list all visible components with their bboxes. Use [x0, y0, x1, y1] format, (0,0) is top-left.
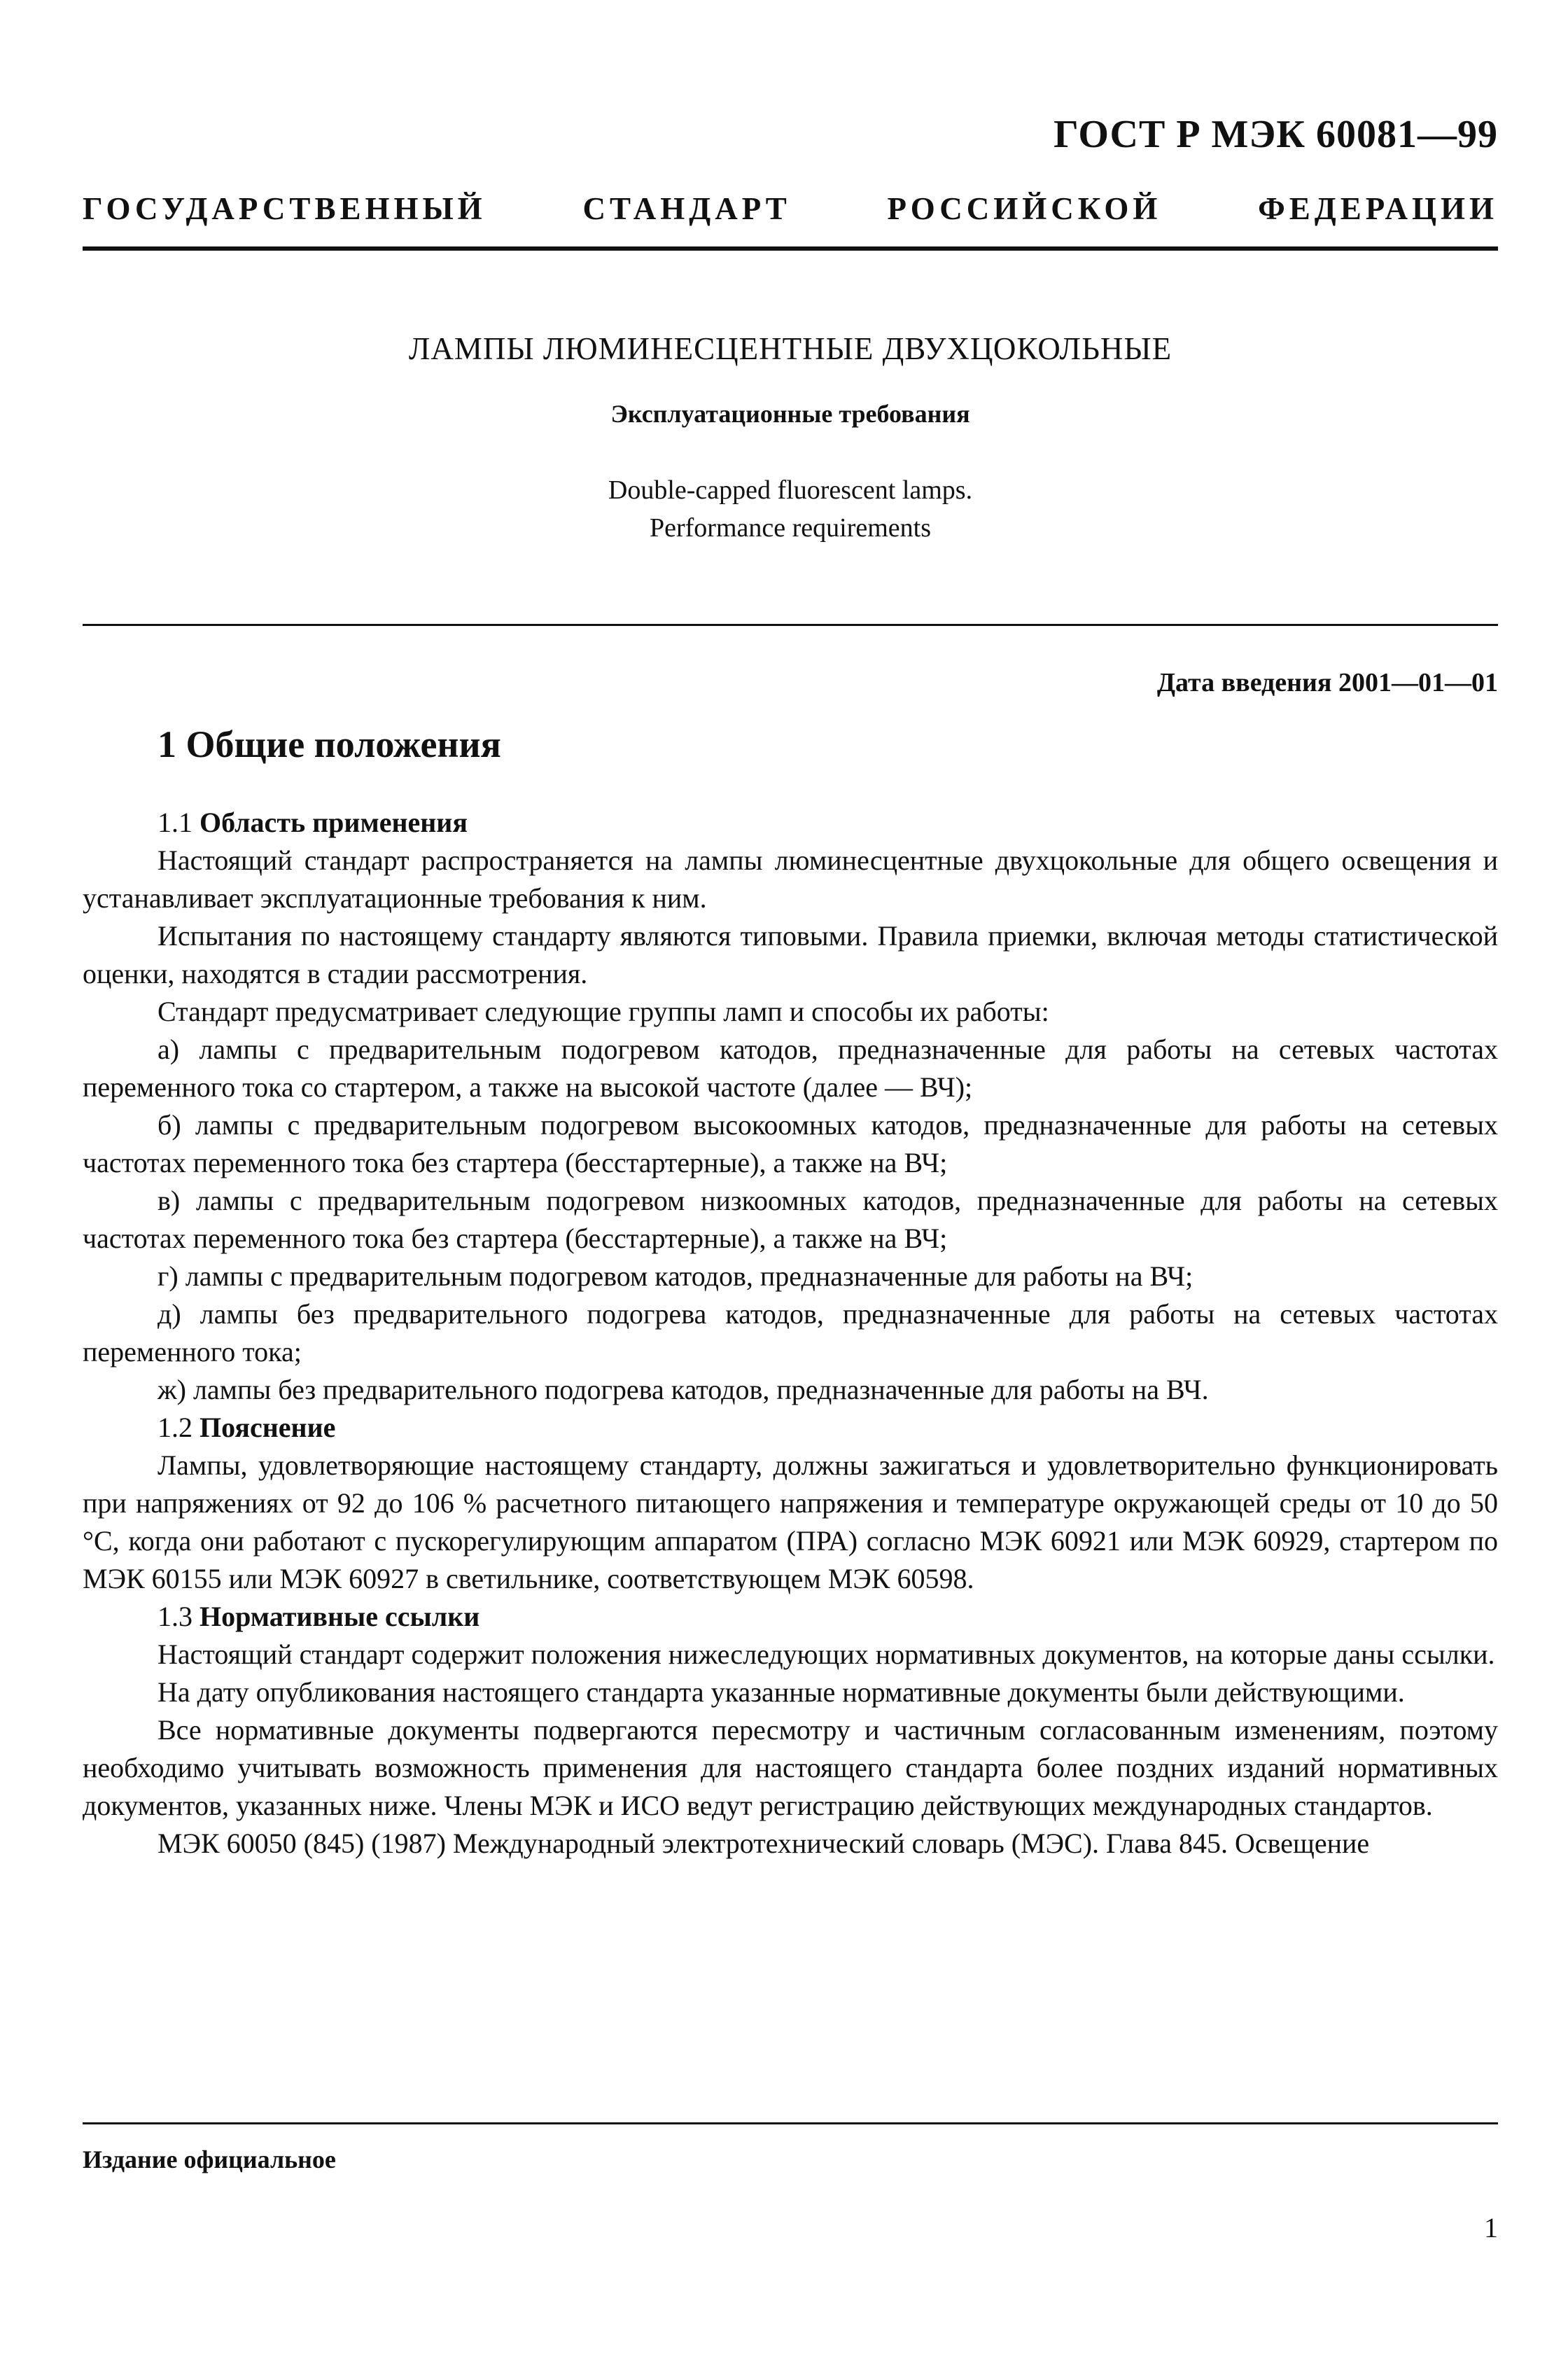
clause-heading: 1.1 Область применения — [158, 807, 468, 838]
document-code: ГОСТ Р МЭК 60081—99 — [1054, 113, 1498, 156]
clause-title: Область применения — [200, 807, 468, 838]
english-title-line-2: Performance requirements — [650, 513, 931, 543]
english-title-line-1: Double-capped fluorescent lamps. — [608, 475, 973, 505]
english-title — [83, 471, 1498, 547]
paragraph: На дату опубликования настоящего стандарта указанные нормативные документы были действующими. — [158, 1676, 1405, 1708]
document-body — [83, 804, 1498, 1863]
footer-divider — [83, 2122, 1498, 2124]
list-item: а) лампы с предварительным подогревом катодов, предназначенные для работы на сетевых частотах переменного тока со стартером, а также на высокой частоте (далее — ВЧ); — [83, 1034, 1498, 1103]
list-item: ж) лампы без предварительного подогрева катодов, предназначенные для работы на ВЧ. — [158, 1374, 1209, 1405]
paragraph: Испытания по настоящему стандарту являются типовыми. Правила приемки, включая методы статистической оценки, находятся в стадии рассмотрения. — [83, 920, 1498, 989]
title-divider — [83, 624, 1498, 626]
list-item: г) лампы с предварительным подогревом катодов, предназначенные для работы на ВЧ; — [158, 1260, 1194, 1292]
section-heading: 1 Общие положения — [158, 723, 501, 765]
paragraph: Стандарт предусматривает следующие группы ламп и способы их работы: — [158, 996, 1049, 1027]
list-item: д) лампы без предварительного подогрева катодов, предназначенные для работы на сетевых частотах переменного тока; — [83, 1298, 1498, 1368]
header-divider — [83, 246, 1498, 251]
introduction-date: Дата введения 2001—01—01 — [1156, 668, 1498, 697]
clause-title: Нормативные ссылки — [200, 1601, 480, 1632]
edition-label: Издание официальное — [83, 2145, 336, 2173]
clause-title: Пояснение — [200, 1412, 336, 1443]
list-item: б) лампы с предварительным подогревом высокоомных катодов, предназначенные для работы на сетевых частотах переменного тока без стартера (бесстартерные), а также на ВЧ; — [83, 1109, 1498, 1178]
list-item: в) лампы с предварительным подогревом низкоомных катодов, предназначенные для работы на сетевых частотах переменного тока без стартера (бесстартерные), а также на ВЧ; — [83, 1185, 1498, 1254]
paragraph: Лампы, удовлетворяющие настоящему стандарту, должны зажигаться и удовлетворительно функционировать при напряжениях от 92 до 106 % расчетного питающего напряжения и температуре окружающей среды от 10 до 50 °С, когда они работают с пускорегулирующим аппаратом (ПРА) согласно МЭК 60921 или МЭК 60929, стартером по МЭК 60155 или МЭК 60927 в светильнике, соответствующем МЭК 60598. — [83, 1449, 1498, 1594]
document-title: ЛАМПЫ ЛЮМИНЕСЦЕНТНЫЕ ДВУХЦОКОЛЬНЫЕ — [408, 331, 1172, 366]
document-subtitle: Эксплуатационные требования — [610, 400, 970, 428]
clause-heading: 1.2 Пояснение — [158, 1412, 336, 1443]
paragraph: МЭК 60050 (845) (1987) Международный электротехнический словарь (МЭС). Глава 845. Освещение — [158, 1828, 1370, 1859]
paragraph: Настоящий стандарт распространяется на лампы люминесцентные двухцокольные для общего освещения и устанавливает эксплуатационные требования к ним. — [83, 844, 1498, 914]
paragraph: Настоящий стандарт содержит положения нижеследующих нормативных документов, на которые даны ссылки. — [158, 1638, 1495, 1670]
page-number: 1 — [1484, 2212, 1498, 2243]
state-standard-line: ГОСУДАРСТВЕННЫЙ СТАНДАРТ РОССИЙСКОЙ ФЕДЕРАЦИИ — [83, 191, 1498, 226]
paragraph: Все нормативные документы подвергаются пересмотру и частичным согласованным изменениям, поэтому необходимо учитывать возможность применения для настоящего стандарта более поздних изданий нормативных документов, указанных ниже. Члены МЭК и ИСО ведут регистрацию действующих международных стандартов. — [83, 1714, 1498, 1821]
clause-heading: 1.3 Нормативные ссылки — [158, 1601, 480, 1632]
